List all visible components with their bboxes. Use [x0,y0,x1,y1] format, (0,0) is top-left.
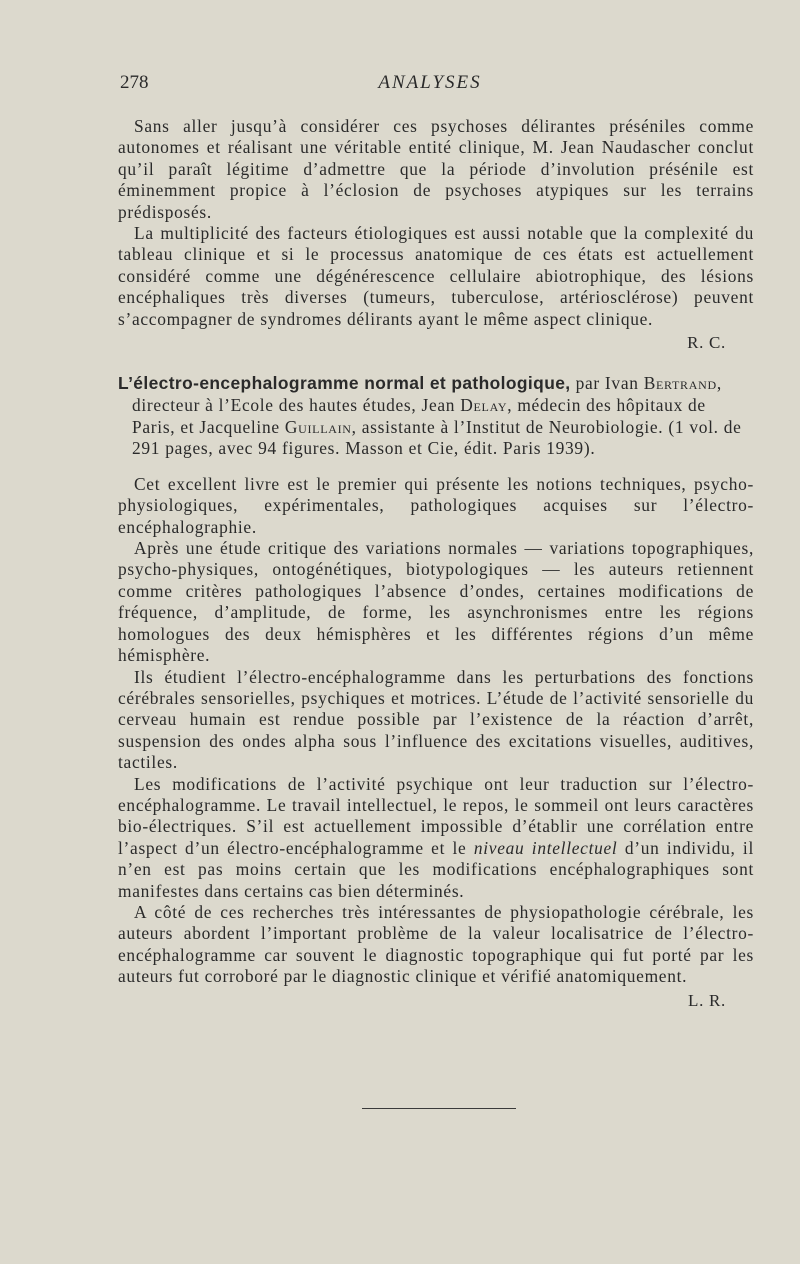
author-bertrand: Bertrand, [643,373,722,394]
review2-paragraph-4 [118,774,754,902]
review1-paragraph-2: La multiplicité des facteurs étiologiques est aussi notable que la complexité du tableau clinique et si le processus anatomique de ces états est actuellement considéré comme une dégénérescence cellulaire abiotrophique, des lésions encéphaliques très diverses (tumeurs, tuberculose, artériosclérose) peuvent s’accompagner de syndromes délirants ayant le même aspect clinique. [118,223,754,329]
closing-rule [362,1108,516,1109]
p4-text-after: d’un individu, il n’en est pas moins certain que les modifications encéphalographiques sont manifestes dans certains cas bien déterminés. [118,837,754,901]
review2-paragraph-1: Cet excellent livre est le premier qui présente les notions techniques, psycho-physiologiques, expérimentales, pathologiques acquises sur l’électro-encéphalographie. [118,473,754,537]
page-body [118,116,754,1011]
review2-paragraph-5: A côté de ces recherches très intéressantes de physiopathologie cérébrale, les auteurs abordent l’important problème de la valeur localisatrice de l’électro-encéphalogramme car souvent le diagnostic topographique qui fut porté par les auteurs fut corroboré par le diagnostic clinique et vérifié anatomiquement. [118,901,754,987]
page-header [120,72,740,102]
spacer [118,460,754,474]
entry-text-c: assistante à l’Institut de Neurobiologie. (1 vol. de 291 pages, avec 94 figures. Masson et Cie, édit. Paris 1939). [132,416,742,459]
p4-text-before: Les modifications de l’activité psychique ont leur traduction sur l’électro-encéphalogramme. Le travail intellectuel, le repos, le sommeil ont leurs caractères bio-électriques. S’il est actuellement impossible d’établir une corrélation entre l’aspect d’un électro-encéphalogramme et le [118,773,754,858]
review1-paragraph-1: Sans aller jusqu’à considérer ces psychoses délirantes préséniles comme autonomes et réalisant une véritable entité clinique, M. Jean Naudascher conclut qu’il paraît légitime d’admettre que la période d’involution présénile est éminemment propice à l’éclosion de psychoses atypiques sur les terrains prédisposés. [118,116,754,222]
review2-signature: L. R. [688,990,726,1010]
author-delay: Delay, [460,395,513,416]
p4-italic: niveau intellectuel [473,837,618,858]
page-number: 278 [120,72,149,93]
review2-paragraph-3: Ils étudient l’électro-encéphalogramme dans les perturbations des fonctions cérébrales sensorielles, psychiques et motrices. L’étude de l’activité sensorielle du cerveau humain est rendue possible par l’existence de la réaction d’arrêt, suspension des ondes alpha sous l’influence des excitations visuelles, auditives, tactiles. [118,666,754,773]
running-head: ANALYSES [378,72,482,93]
entry-text-b: médecin des hôpitaux de Paris, et Jacqueline [132,395,706,437]
author-guillain: Guillain, [284,416,357,437]
entry-text-par: par Ivan [575,373,639,394]
review2-paragraph-2: Après une étude critique des variations normales — variations topographiques, psycho-physiques, ontogénétiques, biotypologiques — les auteurs retiennent comme critères pathologiques l’absence d’ondes, certaines modifications de fréquence, d’amplitude, de forme, les asynchronismes entre les régions homologues des deux hémisphères et les différentes régions d’un même hémisphère. [118,538,754,666]
review1-signature: R. C. [687,333,726,353]
book-title: L’électro-encephalogramme normal et pathologique, [118,373,571,394]
book-entry [118,373,754,459]
entry-text-a: directeur à l’Ecole des hautes études, Jean [132,395,456,416]
